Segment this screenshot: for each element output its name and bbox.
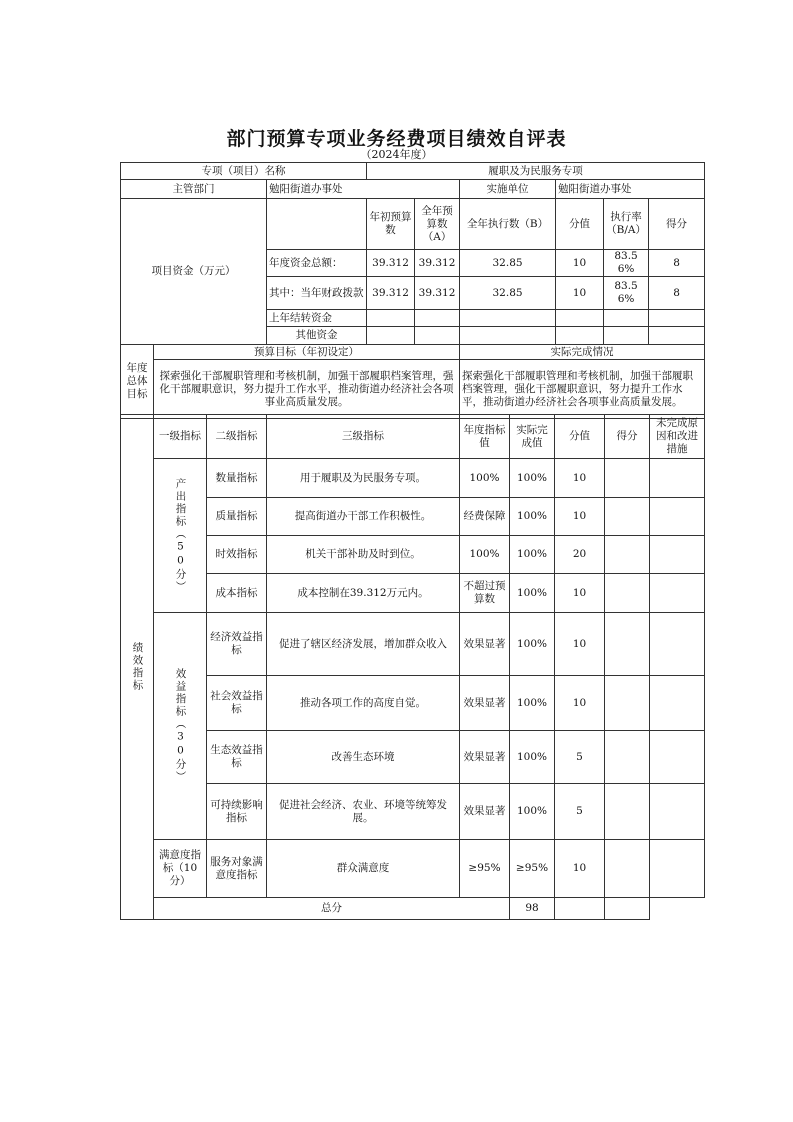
info-funds-table — [120, 162, 705, 419]
funds-header-score: 得分 — [649, 199, 705, 250]
indicator-row — [121, 840, 705, 898]
target-cell: 经费保障 — [460, 498, 510, 536]
indicator-row — [121, 613, 705, 676]
funds-score: 8 — [649, 277, 705, 310]
goals-budget-header: 预算目标（年初设定） — [154, 345, 460, 360]
funds-annual: 39.312 — [415, 277, 460, 310]
reason-cell — [650, 784, 705, 840]
target-cell: 效果显著 — [460, 613, 510, 676]
points-cell: 5 — [555, 784, 605, 840]
header-points: 分值 — [555, 415, 605, 459]
funds-exec — [460, 327, 556, 345]
funds-annual — [415, 327, 460, 345]
group-benefit-text: 效益指标（30分） — [174, 668, 187, 784]
target-cell: 100% — [460, 536, 510, 574]
points-cell: 10 — [555, 498, 605, 536]
funds-header-blank — [267, 199, 367, 250]
reason-cell — [650, 574, 705, 613]
header-level2: 二级指标 — [207, 415, 267, 459]
group-benefit-label — [154, 613, 207, 840]
actual-cell: 100% — [510, 731, 555, 784]
points-cell: 10 — [555, 840, 605, 898]
goals-budget-text: 探索强化干部履职管理和考核机制，加强干部履职档案管理，强化干部履职意识，努力提升工作水平，推动街道办经济社会各项事业高质量发展。 — [154, 360, 460, 419]
funds-initial: 39.312 — [367, 250, 415, 277]
header-level1: 一级指标 — [154, 415, 207, 459]
indicator-row — [121, 731, 705, 784]
score-cell — [605, 459, 650, 498]
total-score — [555, 898, 605, 920]
points-cell: 10 — [555, 459, 605, 498]
reason-cell — [650, 536, 705, 574]
level2-cell: 可持续影响指标 — [207, 784, 267, 840]
level3-cell: 改善生态环境 — [267, 731, 460, 784]
indicator-row — [121, 459, 705, 498]
score-cell — [605, 731, 650, 784]
reason-cell — [650, 459, 705, 498]
level2-cell: 社会效益指标 — [207, 676, 267, 731]
funds-header-points: 分值 — [556, 199, 604, 250]
funds-initial — [367, 327, 415, 345]
total-label: 总分 — [154, 898, 510, 920]
score-cell — [605, 498, 650, 536]
level3-cell: 促进了辖区经济发展，增加群众收入 — [267, 613, 460, 676]
funds-header-rate: 执行率（B/A） — [604, 199, 649, 250]
goals-label: 年度总体目标 — [121, 345, 154, 419]
level2-cell: 成本指标 — [207, 574, 267, 613]
level3-cell: 机关干部补助及时到位。 — [267, 536, 460, 574]
reason-cell — [650, 613, 705, 676]
points-cell: 5 — [555, 731, 605, 784]
total-row — [121, 898, 705, 920]
actual-cell: 100% — [510, 574, 555, 613]
indicator-row — [121, 536, 705, 574]
funds-score — [649, 327, 705, 345]
funds-annual: 39.312 — [415, 250, 460, 277]
performance-table — [120, 414, 705, 920]
group-output-text: 产出指标（50分） — [174, 477, 187, 594]
points-cell: 10 — [555, 574, 605, 613]
target-cell: 100% — [460, 459, 510, 498]
level3-cell: 推动各项工作的高度自觉。 — [267, 676, 460, 731]
funds-row-label: 其他资金 — [267, 327, 367, 345]
goals-actual-header: 实际完成情况 — [460, 345, 705, 360]
project-name-label: 专项（项目）名称 — [121, 163, 367, 180]
funds-score: 8 — [649, 250, 705, 277]
score-cell — [605, 613, 650, 676]
points-cell: 20 — [555, 536, 605, 574]
funds-points: 10 — [556, 250, 604, 277]
impl-label: 实施单位 — [460, 180, 556, 199]
funds-row-label: 年度资金总额： — [267, 250, 367, 277]
goals-actual-text: 探索强化干部履职管理和考核机制，加强干部履职档案管理，强化干部履职意识，努力提升工作水平，推动街道办经济社会各项事业高质量发展。 — [460, 360, 705, 419]
score-cell — [605, 784, 650, 840]
funds-label: 项目资金（万元） — [121, 199, 267, 345]
header-reason: 未完成原因和改进措施 — [650, 415, 705, 459]
actual-cell: 100% — [510, 613, 555, 676]
funds-rate: 83.56% — [604, 277, 649, 310]
funds-exec: 32.85 — [460, 277, 556, 310]
project-name-value: 履职及为民服务专项 — [367, 163, 705, 180]
actual-cell: 100% — [510, 536, 555, 574]
actual-cell: 100% — [510, 676, 555, 731]
score-cell — [605, 840, 650, 898]
funds-exec — [460, 310, 556, 327]
group-output-label — [154, 459, 207, 613]
points-cell: 10 — [555, 676, 605, 731]
actual-cell: 100% — [510, 498, 555, 536]
funds-row-label: 其中：当年财政拨款 — [267, 277, 367, 310]
funds-header-exec: 全年执行数（B） — [460, 199, 556, 250]
target-cell: 效果显著 — [460, 731, 510, 784]
funds-initial — [367, 310, 415, 327]
level2-cell: 服务对象满意度指标 — [207, 840, 267, 898]
impl-value: 勉阳街道办事处 — [556, 180, 705, 199]
level3-cell: 促进社会经济、农业、环境等统筹发展。 — [267, 784, 460, 840]
reason-cell — [650, 676, 705, 731]
level3-cell: 成本控制在39.312万元内。 — [267, 574, 460, 613]
header-target: 年度指标值 — [460, 415, 510, 459]
group-satisfaction-label: 满意度指标（10分） — [154, 840, 207, 898]
funds-exec: 32.85 — [460, 250, 556, 277]
level3-cell: 群众满意度 — [267, 840, 460, 898]
funds-row-label: 上年结转资金 — [267, 310, 367, 327]
score-cell — [605, 574, 650, 613]
funds-rate — [604, 327, 649, 345]
performance-label-text: 绩效指标 — [131, 642, 144, 692]
header-actual: 实际完成值 — [510, 415, 555, 459]
score-cell — [605, 536, 650, 574]
points-cell: 10 — [555, 613, 605, 676]
level3-cell: 提高街道办干部工作积极性。 — [267, 498, 460, 536]
page-title: 部门预算专项业务经费项目绩效自评表 — [226, 128, 567, 150]
indicator-row — [121, 574, 705, 613]
reason-cell — [650, 731, 705, 784]
level3-cell: 用于履职及为民服务专项。 — [267, 459, 460, 498]
level2-cell: 经济效益指标 — [207, 613, 267, 676]
target-cell: 不超过预算数 — [460, 574, 510, 613]
funds-header-annual: 全年预算数（A） — [415, 199, 460, 250]
level2-cell: 数量指标 — [207, 459, 267, 498]
target-cell: 效果显著 — [460, 676, 510, 731]
funds-score — [649, 310, 705, 327]
funds-points — [556, 327, 604, 345]
header-level3: 三级指标 — [267, 415, 460, 459]
level2-cell: 时效指标 — [207, 536, 267, 574]
level2-cell: 质量指标 — [207, 498, 267, 536]
funds-rate — [604, 310, 649, 327]
dept-value: 勉阳街道办事处 — [267, 180, 460, 199]
funds-points — [556, 310, 604, 327]
target-cell: ≥95% — [460, 840, 510, 898]
score-cell — [605, 676, 650, 731]
performance-label — [121, 415, 154, 920]
page-subtitle: （2024年度） — [360, 148, 433, 161]
reason-cell — [650, 840, 705, 898]
level2-cell: 生态效益指标 — [207, 731, 267, 784]
funds-points: 10 — [556, 277, 604, 310]
indicator-row — [121, 498, 705, 536]
funds-header-initial: 年初预算数 — [367, 199, 415, 250]
actual-cell: 100% — [510, 459, 555, 498]
header-score: 得分 — [605, 415, 650, 459]
actual-cell: ≥95% — [510, 840, 555, 898]
total-reason — [605, 898, 650, 920]
actual-cell: 100% — [510, 784, 555, 840]
dept-label: 主管部门 — [121, 180, 267, 199]
total-points: 98 — [510, 898, 555, 920]
target-cell: 效果显著 — [460, 784, 510, 840]
indicator-row — [121, 676, 705, 731]
reason-cell — [650, 498, 705, 536]
indicator-row — [121, 784, 705, 840]
funds-rate: 83.56% — [604, 250, 649, 277]
funds-annual — [415, 310, 460, 327]
funds-initial: 39.312 — [367, 277, 415, 310]
